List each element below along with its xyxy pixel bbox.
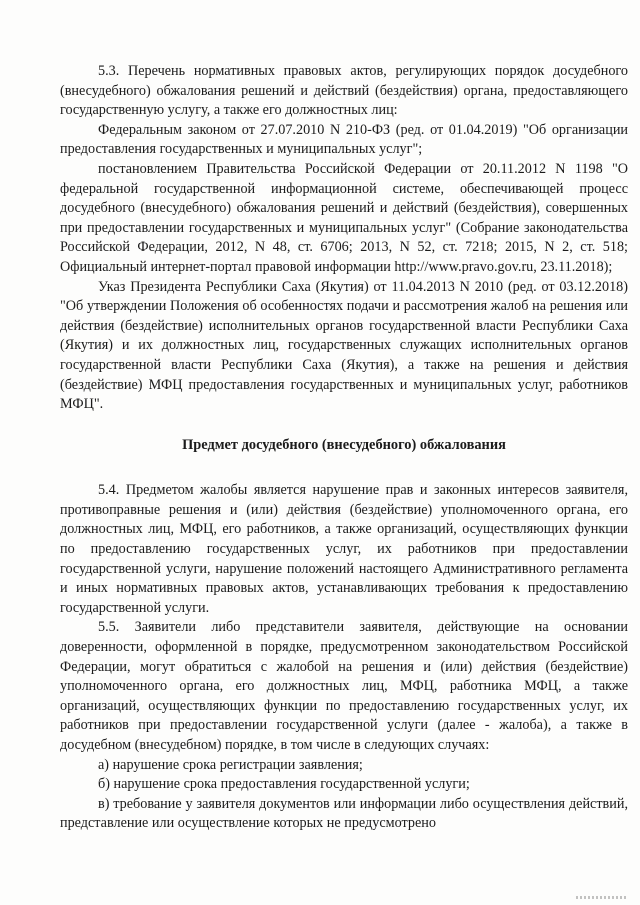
- document-body: [60, 62, 628, 834]
- paragraph-5-3: 5.3. Перечень нормативных правовых актов, регулирующих порядок досудебного (внесудебного) обжалования решений и действий (бездействия) органа, предоставляющего государственную услугу, а также его должностных лиц:: [60, 63, 628, 119]
- scan-artifact: [576, 896, 626, 899]
- list-item-v: в) требование у заявителя документов или информации либо осуществления действий, представление или осуществление которых не предусмотрено: [60, 795, 628, 832]
- paragraph-federal-law: Федеральным законом от 27.07.2010 N 210-ФЗ (ред. от 01.04.2019) "Об организации предоставления государственных и муниципальных услуг";: [60, 121, 628, 158]
- list-item-b: б) нарушение срока предоставления государственной услуги;: [98, 776, 470, 793]
- paragraph-5-5: 5.5. Заявители либо представители заявителя, действующие на основании доверенности, оформленной в порядке, предусмотренном законодательством Российской Федерации, могут обратиться с жалобой на решения и (или) действия (бездействие) уполномоченного органа, его должностных лиц, МФЦ, работника МФЦ, а также организаций, осуществляющих функции по предоставлению государственных услуг, их работников при предоставлении государственной услуги (далее - жалоба), а также в досудебном (внесудебном) порядке, в том числе в следующих случаях:: [60, 619, 628, 753]
- list-item-a: а) нарушение срока регистрации заявления;: [98, 756, 363, 773]
- paragraph-5-4: 5.4. Предметом жалобы является нарушение прав и законных интересов заявителя, противоправные решения и (или) действия (бездействие) уполномоченного органа, его должностных лиц, МФЦ, его работников, а также организаций, осуществляющих функции по предоставлению государственных услуг, их работников при предоставлении государственной услуги, нарушение положений настоящего Административного регламента и иных нормативных правовых актов, устанавливающих требования к предоставлению государственной услуги.: [60, 482, 628, 616]
- section-heading: Предмет досудебного (внесудебного) обжалования: [182, 436, 506, 453]
- paragraph-presidential-decree: Указ Президента Республики Саха (Якутия) от 11.04.2013 N 2010 (ред. от 03.12.2018) "Об утверждении Положения об особенностях подачи и рассмотрения жалоб на решения или действия (бездействие) исполнительных органов государственной власти Республики Саха (Якутия) и их должностных лиц, государственных служащих исполнительных органов государственной власти Республики Саха (Якутия), а также на решения и действия (бездействие) МФЦ предоставления государственных и муниципальных услуг, работников МФЦ".: [60, 278, 628, 413]
- paragraph-government-resolution: постановлением Правительства Российской Федерации от 20.11.2012 N 1198 "О федеральной государственной информационной системе, обеспечивающей процесс досудебного (внесудебного) обжалования решений и действий (бездействия), совершенных при предоставлении государственных и муниципальных услуг" (Собрание законодательства Российской Федерации, 2012, N 48, ст. 6706; 2013, N 52, ст. 7218; 2015, N 2, ст. 518; Официальный интернет-портал правовой информации http://www.pravo.gov.ru, 23.11.2018);: [60, 160, 628, 275]
